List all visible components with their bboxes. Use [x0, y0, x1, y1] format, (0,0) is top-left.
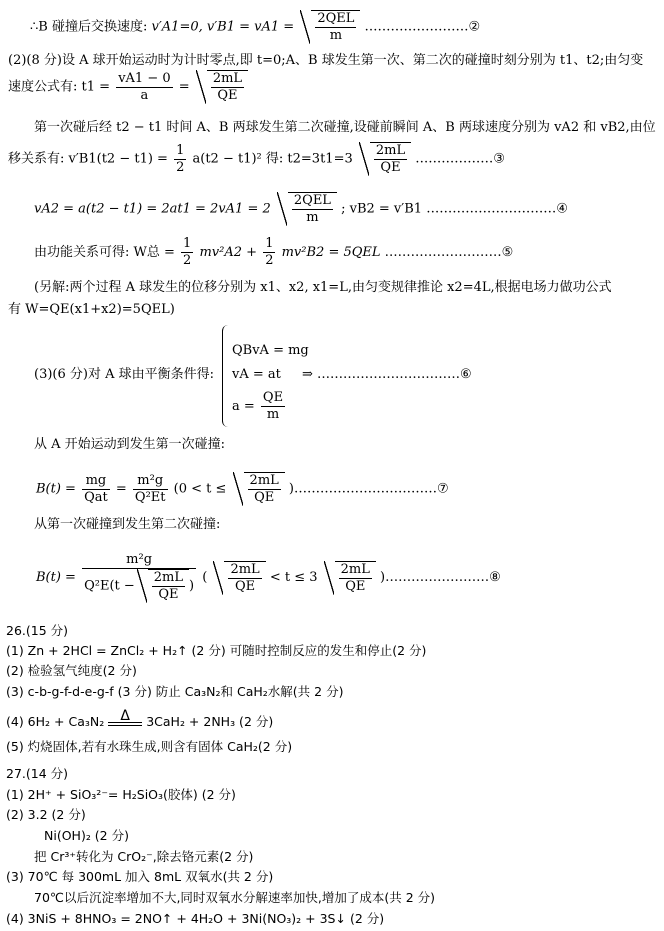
system-eq-1: QBvA = mg	[232, 343, 309, 358]
q27-title: 27.(14 分)	[6, 766, 69, 781]
sqrt-2ml-qe-b: $\frac{2mL}{QE}$	[359, 142, 411, 176]
line-second-collision: 第一次碰后经 t2 − t1 时间 A、B 两球发生第二次碰撞,设碰前瞬间 A、B 两球速度分别为 vA2 和 vB2,由位	[34, 120, 656, 135]
q27-answer-4: (4) 3NiS + 8HNO₃ = 2NO↑ + 4H₂O + 3Ni(NO₃)₂ + 3S↓ (2 分)	[6, 911, 385, 926]
q26-answer-5: (5) 灼烧固体,若有水珠生成,则含有固体 CaH₂(2 分)	[6, 739, 293, 754]
sqrt-2ml-qe: $\frac{2mL}{QE}$	[196, 70, 248, 104]
sqrt-2qel-m-b: $\frac{\text{2QEL}}{m}$	[277, 192, 337, 226]
q26-title: 26.(15 分)	[6, 623, 69, 638]
heating-condition: Δ	[108, 722, 142, 731]
line-t1-formula: 速度公式有: t1 = $\frac{vA1 - 0}{a}$ = $\frac{2mL}{QE}$	[8, 70, 248, 104]
line-b2-formula: B(t) = m²g Q²E(t − $\frac{2mL}{QE}$ ) ( $\frac{2mL}{QE}$ < t ≤ 3 $\frac{2mL}{QE}$ )……………………⑧	[36, 552, 501, 602]
sqrt-range-1: $\frac{2mL}{QE}$	[233, 472, 285, 506]
frac-qe-m: $\frac{QE}{m}$	[262, 390, 284, 422]
equation-system-brace	[222, 325, 229, 427]
marker-2: ……………………②	[364, 19, 481, 35]
marker-4: …………………………④	[426, 201, 568, 217]
frac-va1-a: $\frac{vA1 - 0}{a}$	[118, 70, 171, 103]
equation-text: v′A1=0, v′B1 = vA1 =	[151, 19, 295, 35]
sqrt-den: $\frac{2mL}{QE}$	[137, 569, 189, 603]
sqrt-range-2a: $\frac{2mL}{QE}$	[213, 561, 265, 595]
q27-answer-3a: (3) 70℃ 每 300mL 加入 8mL 双氧水(共 2 分)	[6, 869, 274, 884]
q26-answer-3: (3) c-b-g-f-d-e-g-f (3 分) 防止 Ca₃N₂和 CaH₂水解(共 2 分)	[6, 684, 344, 699]
line-collision-exchange	[30, 10, 480, 44]
q27-answer-1: (1) 2H⁺ + SiO₃²⁻= H₂SiO₃(胶体) (2 分)	[6, 787, 236, 802]
q27-answer-2b: Ni(OH)₂ (2 分)	[44, 828, 129, 843]
system-eq-3: a = $\frac{QE}{m}$	[232, 390, 284, 422]
marker-3: ………………③	[415, 151, 505, 167]
frac-mg-qat: $\frac{mg}{\text{Qat}}$	[84, 472, 108, 505]
frac-half-b: $\frac{1}{2}$	[265, 236, 274, 268]
frac-half: $\frac{1}{2}$	[176, 142, 185, 175]
frac-half-a: $\frac{1}{2}$	[183, 236, 192, 268]
text-prefix: ∴B 碰撞后交换速度:	[30, 19, 152, 35]
sqrt-2qel-m: $\frac{\text{2QEL}}{m}$	[300, 10, 360, 44]
line-b1-formula: B(t) = $\frac{mg}{\text{Qat}}$ = $\frac{\text{m²g}}{\text{Q²Et}}$ (0 < t ≤ $\frac{2mL}{QE}$ )……………………………⑦	[36, 472, 449, 505]
frac-m2g-q2et: $\frac{\text{m²g}}{\text{Q²Et}}$	[134, 472, 166, 505]
q26-answer-4: (4) 6H₂ + Ca₃N₂ Δ 3CaH₂ + 2NH₃ (2 分)	[6, 708, 274, 729]
line-first-range-label: 从 A 开始运动到发生第一次碰撞:	[34, 437, 226, 452]
q26-answer-1: (1) Zn + 2HCl = ZnCl₂ + H₂↑ (2 分) 可随时控制反应的发生和停止(2 分)	[6, 643, 427, 658]
part3-intro: (3)(6 分)对 A 球由平衡条件得:	[34, 367, 214, 382]
system-eq-2: vA = at	[232, 367, 281, 382]
line-velocities: vA2 = a(t2 − t1) = 2at1 = 2vA1 = 2 $\frac{\text{2QEL}}{m}$ ; vB2 = v′B1 …………………………④	[34, 193, 568, 225]
marker-5: ………………………⑤	[384, 245, 514, 260]
q26-answer-2: (2) 检验氢气纯度(2 分)	[6, 663, 137, 678]
line-displacement: 移关系有: v′B1(t2 − t1) = $\frac{1}{2}$ a(t2 − t1)² 得: t2=3t1=3 $\frac{2mL}{QE}$ ………………③	[8, 142, 505, 175]
marker-6: ⇒ ……………………………⑥	[302, 367, 472, 382]
line-work-energy: 由功能关系可得: W总 = $\frac{1}{2}$ mv²A2 + $\frac{1}{2}$ mv²B2 = 5QEL ………………………⑤	[34, 236, 514, 268]
part2-intro: (2)(8 分)设 A 球开始运动时为计时零点,即 t=0;A、B 球发生第一次、第二次的碰撞时刻分别为 t1、t2;由匀变	[8, 53, 644, 68]
line-alt-solution-2: 有 W=QE(x1+x2)=5QEL)	[8, 302, 175, 317]
marker-7: )……………………………⑦	[288, 481, 449, 497]
sqrt-range-2b: $\frac{2mL}{QE}$	[324, 561, 376, 595]
q27-answer-3b: 70℃以后沉淀率增加不大,同时双氧水分解速率加快,增加了成本(共 2 分)	[34, 890, 436, 905]
q27-answer-2a: (2) 3.2 (2 分)	[6, 807, 86, 822]
q27-answer-2c: 把 Cr³⁺转化为 CrO₂⁻,除去铬元素(2 分)	[34, 849, 254, 864]
line-second-range-label: 从第一次碰撞到发生第二次碰撞:	[34, 517, 221, 532]
frac-b2: m²g Q²E(t − $\frac{2mL}{QE}$ )	[84, 552, 195, 602]
line-alt-solution-1: (另解:两个过程 A 球发生的位移分别为 x1、x2, x1=L,由匀变规律推论 x2=4L,根据电场力做功公式	[34, 280, 612, 295]
marker-8: )……………………⑧	[380, 570, 501, 585]
